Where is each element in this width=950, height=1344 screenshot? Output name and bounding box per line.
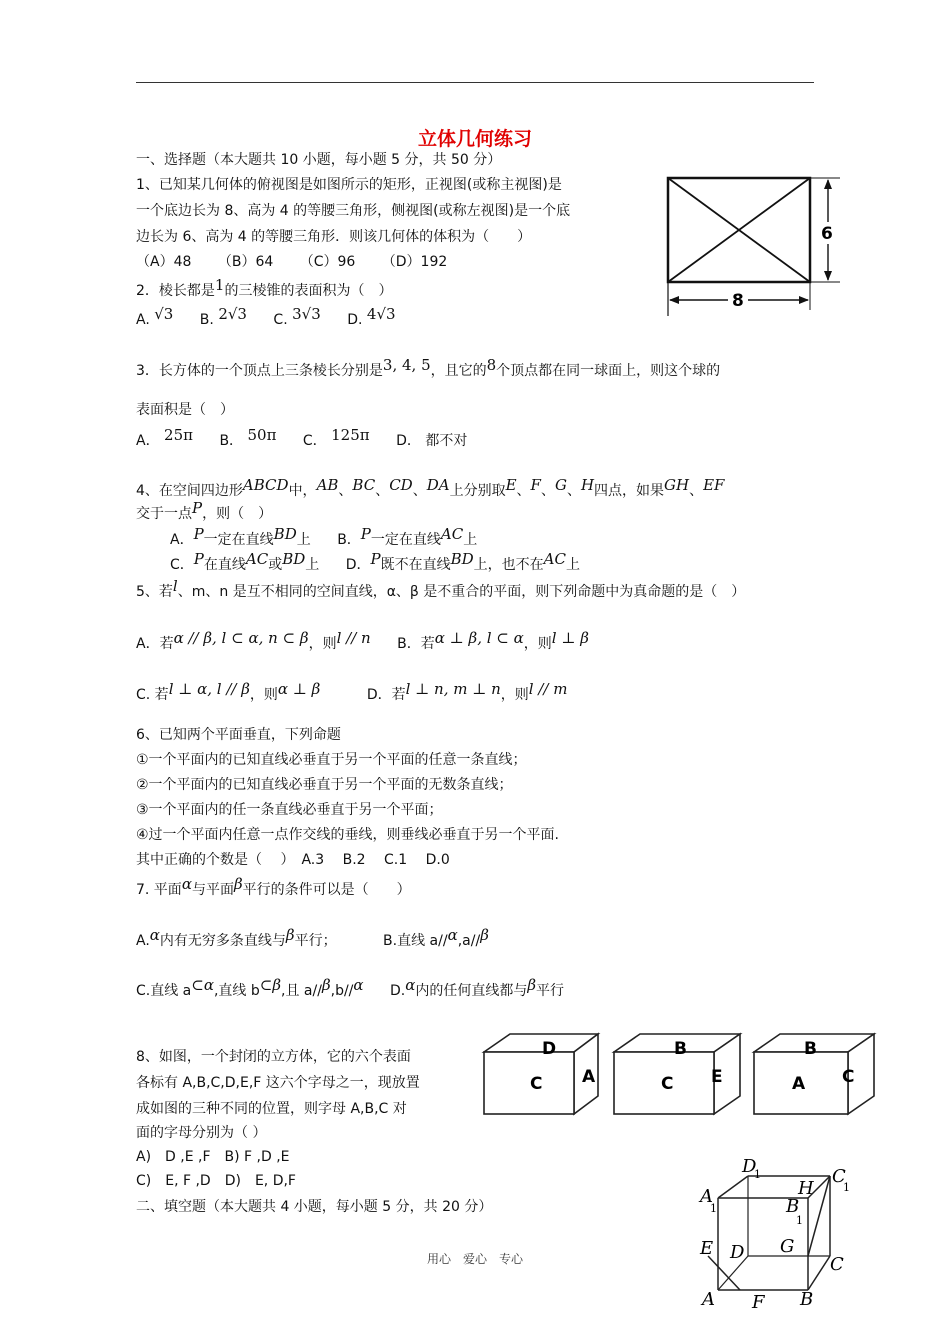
cube-label-a1-sub: 1 [710, 1202, 717, 1215]
cube-label-c1: C [832, 1166, 846, 1187]
q3-option-d: 都不对 [425, 433, 468, 449]
q1-option-b: （B）64 [217, 254, 274, 270]
q5-text-1: 5、若 [136, 584, 173, 600]
q1-rectangle-figure [662, 170, 852, 320]
q3-number-8: 8 [486, 356, 497, 374]
q1-options [136, 252, 447, 272]
q5-option-d-label: D．若 [366, 687, 406, 703]
q1-line-3: 边长为 6、高为 4 的等腰三角形．则该几何体的体积为（ ） [136, 229, 532, 245]
cube-2 [614, 1034, 740, 1114]
q2-option-d: 4√3 [366, 305, 396, 323]
q2-options [136, 305, 396, 330]
q8-line-3: 成如图的三种不同的位置，则字母 A,B,C 对 [136, 1101, 407, 1117]
q4-stem: 4、在空间四边形ABCD中，AB、BC、CD、DA上分别取E、F、G、H四点，如果GH、EF [136, 476, 725, 499]
q5-option-b-label: B．若 [397, 636, 435, 652]
cube-label-h: H [798, 1178, 814, 1199]
q7-option-d-alpha: α [405, 976, 416, 994]
q3-option-c-label: C． [302, 433, 327, 449]
q8-line-2: 各标有 A,B,C,D,E,F 这六个字母之一，现放置 [136, 1075, 420, 1091]
q4-abcd: ABCD [242, 476, 289, 494]
q4-text-3: 上分别取 [449, 483, 506, 499]
q5-option-d-result: l // m [528, 680, 568, 698]
q4-option-d-label: D． [345, 557, 371, 573]
q6-answer-line: 其中正确的个数是（ ） A.3 B.2 C.1 D.0 [136, 852, 450, 868]
cube-3 [754, 1034, 874, 1114]
cube-label-b: B [800, 1289, 814, 1310]
q4-option-c-or: 或 [268, 557, 283, 573]
q5-option-b-result: l ⊥ β [551, 629, 589, 647]
q4-option-b-p: P [360, 525, 371, 543]
cube-label-d1: D [742, 1156, 757, 1177]
q4-option-c-ac: AC [245, 550, 269, 568]
q8-cubes-figure [478, 1030, 878, 1115]
q5-text-2: 、m、n 是互不相同的空间直线，α、β 是不重合的平面，则下列命题中为真命题的是（ ） [177, 584, 746, 600]
q4-option-c-text: 在直线 [203, 557, 246, 573]
q2-option-b-label: B. [199, 312, 214, 328]
cube-1-front-letter: C [530, 1074, 543, 1094]
q4-option-d-p: P [370, 550, 381, 568]
q2-option-a: √3 [154, 305, 174, 323]
q5-option-a-then: ，则 [308, 636, 337, 652]
q8-options-1: A) D ,E ,F B) F ,D ,E [136, 1149, 290, 1165]
q5-options-ab [136, 629, 589, 654]
q4-options-ab [170, 525, 478, 550]
cube-3-top-letter: B [804, 1039, 817, 1059]
q7-options-ab [136, 926, 489, 951]
q4-option-d-text-2: 上，也不在 [473, 557, 544, 573]
q1-option-d: （D）192 [381, 254, 448, 270]
page-title: 立体几何练习 [417, 128, 532, 150]
q1-line-1: 1、已知某几何体的俯视图是如图所示的矩形，正视图(或称主视图)是 [136, 177, 562, 193]
q3-stem [136, 356, 721, 381]
q5-option-a-label: A．若 [136, 636, 174, 652]
cube-1-top-letter: D [542, 1039, 557, 1059]
q7-stem [136, 875, 411, 900]
q4-text-4: 四点，如果 [594, 483, 665, 499]
q4-h: H [580, 476, 595, 494]
q4-option-d-on: 上 [565, 557, 580, 573]
q7-alpha: α [181, 875, 192, 893]
q3-stem-text-2: ，且它的 [430, 363, 487, 379]
q7-option-a-alpha: α [149, 926, 160, 944]
q4-option-a-bd: BD [273, 525, 297, 543]
q7-option-c-label: C.直线 a [136, 983, 192, 999]
cube-label-b1-sub: 1 [796, 1214, 803, 1227]
q5-option-a-result: l // n [336, 629, 371, 647]
q3-option-a-label: A． [136, 433, 160, 449]
cube-label-b1: B [786, 1196, 800, 1217]
cube-label-e: E [700, 1238, 714, 1259]
cube-label-c: C [830, 1254, 844, 1275]
q4-stem-end [136, 499, 273, 524]
cube-label-c1-sub: 1 [843, 1181, 850, 1194]
q3-options [136, 426, 468, 451]
q5-option-c-label: C. 若 [136, 687, 169, 703]
q3-option-c: 125π [331, 426, 370, 444]
q4-option-c-label: C． [170, 557, 194, 573]
q4-option-d-bd: BD [450, 550, 474, 568]
header-rule [136, 82, 814, 83]
q7-option-c-text-2: ,且 a// [281, 983, 322, 999]
q7-option-c-beta-2: β [321, 976, 331, 994]
q8-options-2: C) E, F ,D D) E, D,F [136, 1173, 296, 1189]
q4-option-c-bd: BD [282, 550, 306, 568]
q7-option-a-text: 内有无穷多条直线与 [159, 933, 286, 949]
q1-width-label: 8 [732, 291, 744, 311]
q4-option-d-text: 既不在直线 [380, 557, 451, 573]
q4-option-a-label: A． [170, 532, 194, 548]
q5-options-cd [136, 680, 568, 705]
q7-option-b-beta: β [480, 926, 489, 944]
cube-label-d1-sub: 1 [754, 1168, 761, 1181]
q4-option-b-on: 上 [463, 532, 478, 548]
q3-option-d-label: D． [396, 433, 421, 449]
q4-option-c-p: P [193, 550, 204, 568]
q7-option-b-alpha: α [447, 926, 458, 944]
q4-e: E [505, 476, 517, 494]
q7-option-c-text: ,直线 b [213, 983, 260, 999]
q7-option-a-label: A. [136, 933, 150, 949]
cube-2-top-letter: B [674, 1039, 687, 1059]
q2-option-b: 2√3 [218, 305, 247, 323]
q3-option-a: 25π [164, 426, 193, 444]
q7-option-c-alpha: α [203, 976, 214, 994]
cube-3-side-letter: C [842, 1067, 855, 1087]
q6-line-4: ③一个平面内的任一条直线必垂直于另一个平面； [136, 802, 443, 818]
q7-text-3: 平行的条件可以是（ ） [242, 882, 411, 898]
q6-line-5: ④过一个平面内任意一点作交线的垂线，则垂线必垂直于另一个平面. [136, 827, 559, 843]
q2-option-c-label: C. [273, 312, 288, 328]
cube-2-front-letter: C [661, 1074, 674, 1094]
cube-label-a: A [702, 1289, 715, 1310]
q4-option-b-label: B． [337, 532, 361, 548]
q5-option-c-result: α ⊥ β [277, 680, 321, 698]
q3-stem-end: 表面积是（ ） [136, 402, 234, 418]
q2-number: 1 [214, 276, 225, 294]
cube-label-a1: A [700, 1186, 713, 1207]
q7-text-2: 与平面 [191, 882, 234, 898]
q2-stem-text-2: 的三棱锥的表面积为（ ） [224, 283, 393, 299]
q5-option-d-then: ，则 [500, 687, 529, 703]
q1-height-label: 6 [821, 224, 833, 244]
q3-numbers: 3, 4, 5 [382, 356, 431, 374]
q7-option-c-beta: β [272, 976, 282, 994]
q4-da: DA [426, 476, 450, 494]
q1-option-a: （A）48 [136, 254, 192, 270]
q3-option-b: 50π [247, 426, 277, 444]
q4-cd: CD [389, 476, 413, 494]
q7-option-a-text-2: 平行； [294, 933, 337, 949]
q4-option-c-on: 上 [305, 557, 320, 573]
q4-p: P [192, 499, 203, 517]
q2-stem [136, 276, 393, 301]
q7-beta: β [233, 875, 243, 893]
cube-1 [484, 1034, 598, 1114]
q5-option-a-math: α // β, l ⊂ α, n ⊂ β [173, 629, 309, 647]
q4-text-5: 交于一点 [136, 506, 192, 522]
q5-option-c-math: l ⊥ α, l // β [168, 680, 250, 698]
q7-option-c-text-3: ,b// [330, 983, 354, 999]
q5-option-b-then: ，则 [523, 636, 552, 652]
q6-line-3: ②一个平面内的已知直线必垂直于另一个平面的无数条直线； [136, 777, 513, 793]
q3-stem-text-3: 个顶点都在同一球面上，则这个球的 [496, 363, 721, 379]
cube-label-f: F [752, 1292, 765, 1313]
q8-line-1: 8、如图，一个封闭的立方体，它的六个表面 [136, 1049, 411, 1065]
q7-option-d-beta: β [527, 976, 537, 994]
q4-text-6: ，则（ ） [202, 506, 273, 522]
q7-option-c-subset-1: ⊂ [191, 976, 204, 994]
q4-gh: GH [664, 476, 690, 494]
q7-option-a-beta: β [285, 926, 295, 944]
q2-option-a-label: A. [136, 312, 150, 328]
q4-text-2: 中， [288, 483, 317, 499]
q2-option-d-label: D. [347, 312, 363, 328]
page-footer: 用心 爱心 专心 [426, 1252, 523, 1266]
cube-1-side-letter: A [582, 1067, 596, 1087]
q5-stem [136, 577, 746, 602]
q4-option-b-ac: AC [440, 525, 464, 543]
q3-stem-text: 3．长方体的一个顶点上三条棱长分别是 [136, 363, 383, 379]
q1-option-c: （C）96 [299, 254, 356, 270]
q4-option-a-on: 上 [296, 532, 311, 548]
cube-3-front-letter: A [792, 1074, 806, 1094]
section-2-heading: 二、填空题（本大题共 4 小题，每小题 5 分，共 20 分） [136, 1199, 493, 1215]
cube-2-side-letter: E [711, 1067, 723, 1087]
q4-option-b-text: 一定在直线 [370, 532, 441, 548]
q3-option-b-label: B． [219, 433, 244, 449]
q7-option-d-text-2: 平行 [536, 983, 565, 999]
section-1-heading: 一、选择题（本大题共 10 小题，每小题 5 分，共 50 分） [136, 152, 502, 168]
q4-option-d-ac: AC [543, 550, 566, 568]
q4-g: G [554, 476, 567, 494]
q6-line-2: ①一个平面内的已知直线必垂直于另一个平面的任意一条直线； [136, 752, 527, 768]
q4-bc: BC [352, 476, 376, 494]
q5-option-b-math: α ⊥ β, l ⊂ α [434, 629, 524, 647]
q5-option-d-math: l ⊥ n, m ⊥ n [405, 680, 501, 698]
q4-option-a-p: P [193, 525, 204, 543]
q4-option-a-text: 一定在直线 [203, 532, 274, 548]
cube-label-g: G [780, 1236, 795, 1257]
q7-option-c-subset-2: ⊂ [259, 976, 273, 994]
q7-option-b-label: B.直线 a// [383, 933, 448, 949]
q7-option-d-text: 内的任何直线都与 [415, 983, 528, 999]
labeled-cube-figure [690, 1148, 860, 1318]
q6-line-1: 6、已知两个平面垂直，下列命题 [136, 727, 341, 743]
q1-line-2: 一个底边长为 8、高为 4 的等腰三角形，侧视图(或称左视图)是一个底 [136, 203, 571, 219]
q8-line-4: 面的字母分别为（ ） [136, 1125, 267, 1141]
q2-option-c: 3√3 [292, 305, 321, 323]
q7-option-d-label: D. [390, 983, 406, 999]
q7-option-b-text: ,a// [457, 933, 481, 949]
q4-ef: EF [703, 476, 725, 494]
q4-text-1: 4、在空间四边形 [136, 483, 243, 499]
cube-label-d: D [730, 1242, 745, 1263]
q2-stem-text: 2．棱长都是 [136, 283, 215, 299]
q4-options-cd [170, 550, 580, 575]
q7-options-cd [136, 976, 565, 1001]
q5-option-c-then: ，则 [249, 687, 278, 703]
q4-f: F [530, 476, 541, 494]
q7-text-1: 7. 平面 [136, 882, 182, 898]
q4-ab: AB [316, 476, 339, 494]
q5-l: l [172, 577, 178, 595]
q7-option-c-alpha-2: α [353, 976, 364, 994]
